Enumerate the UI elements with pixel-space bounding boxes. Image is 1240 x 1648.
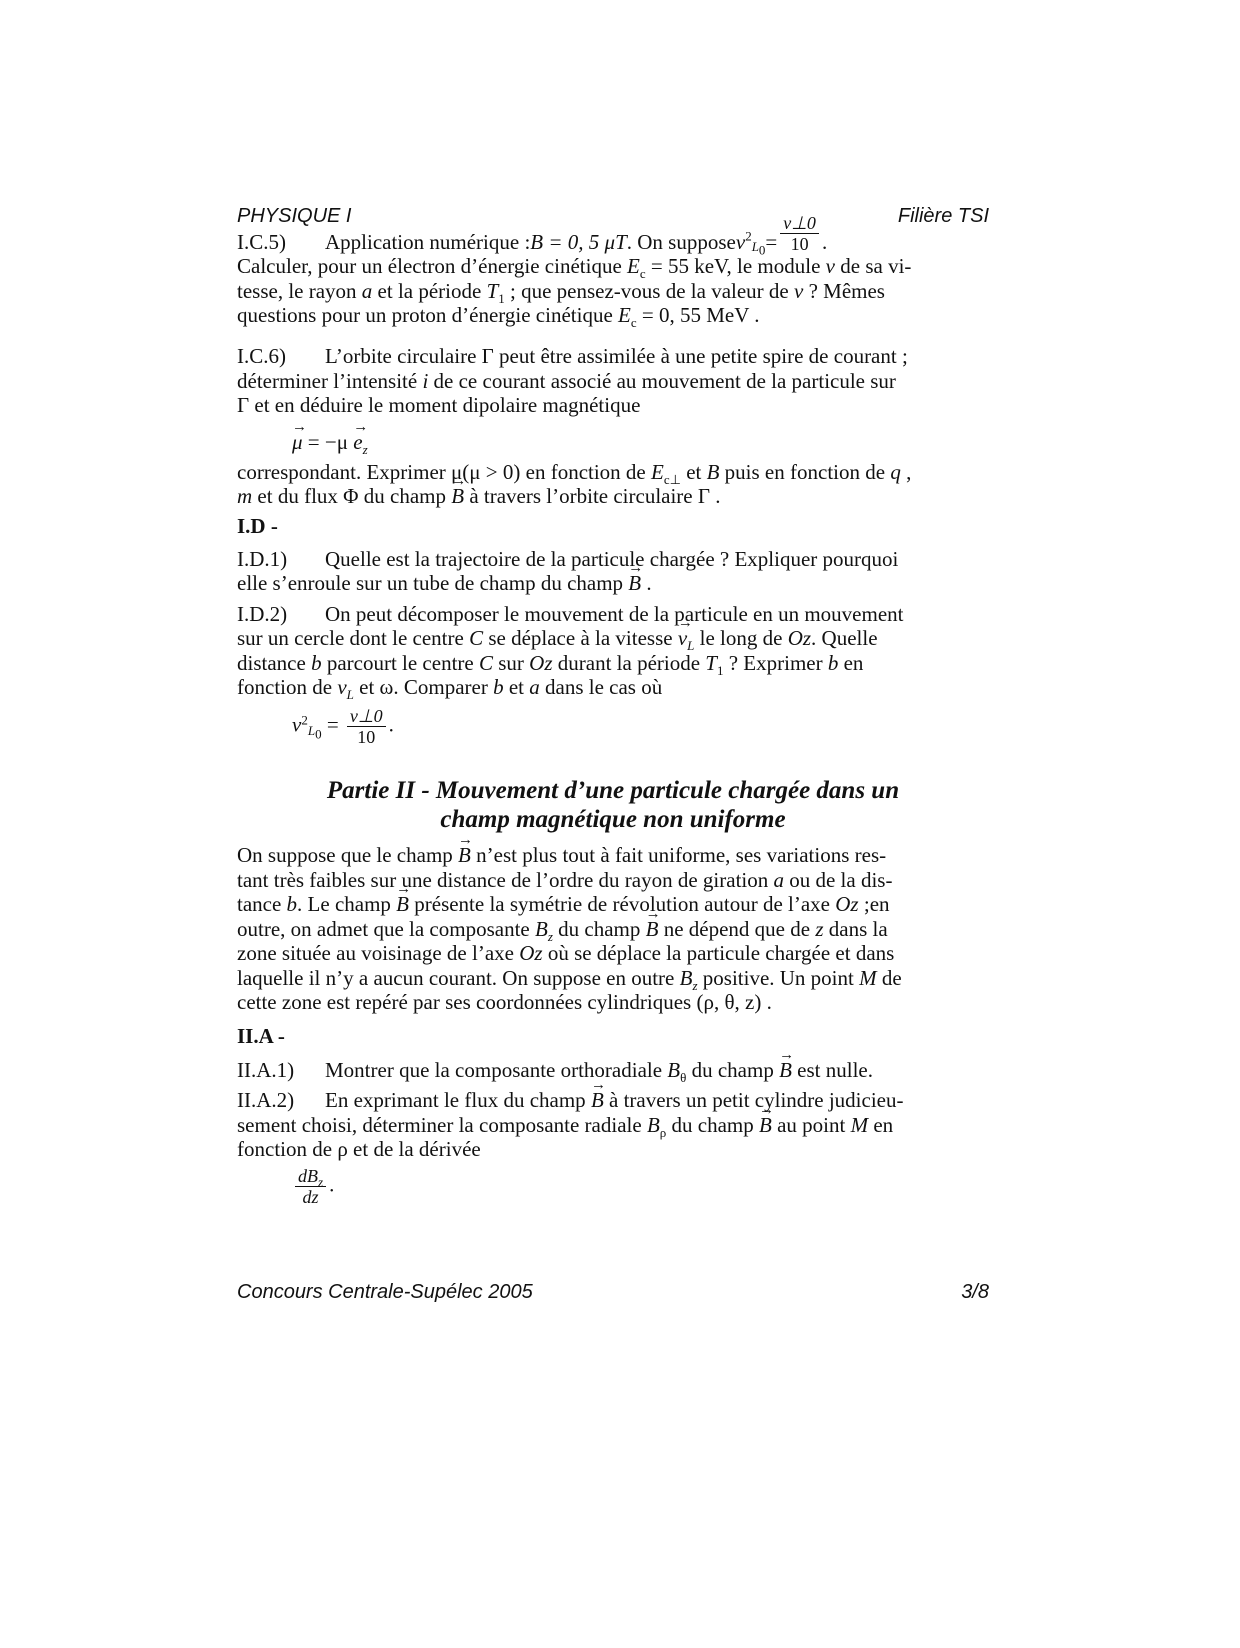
equation-mu: → $\mu = -\mu \to e_z$	[237, 430, 989, 460]
equation-vl0: $v^2_{L_0}$ = $\frac{v\perp 0}{10}$ .	[292, 705, 394, 747]
part-title: Partie II - Mouvement d’une particule chargée dans un champ magnétique non uniforme	[326, 777, 900, 833]
question-number: I.D.2)	[237, 601, 288, 626]
page-footer	[237, 1281, 989, 1304]
equation-derivative: $\frac{dB_z}{dz}$ .	[237, 1166, 989, 1207]
question-ic6: I.C.6) L’orbite circulaire Γ peut être assimilée à une petite spire de courant ; déterminer l’intensité i de ce courant associé au mouvement de la particule sur Γ et en déduire le moment dipolaire magnétique → $\mu = -\mu \to e_z$ correspondant. Exprimer μ(μ > 0) en fonction de $E_{c\perp}$ et B puis en fonction de q , m et du flux Φ du champ → B à travers l’orbite circulaire Γ .	[237, 344, 989, 509]
question-number: I.D.1)	[237, 546, 288, 571]
question-number: I.C.5)	[237, 229, 286, 254]
fraction-vperp: $\frac{v\perp 0}{10}$	[780, 213, 819, 254]
page-number: 3/8	[961, 1281, 989, 1303]
document-page	[237, 0, 989, 1648]
part2-intro: On suppose que le champ → B n’est plus tout à fait uniforme, ses variations res- tant très faibles sur une distance de l’ordre du rayon de giration a ou de la dis- tance b. Le champ → B présente la symétrie de révolution autour de l’axe Oz ;en outre, on admet que la composante $B_z$ du champ → B ne dépend que de z dans la zone située au voisinage de l’axe Oz où se déplace la particule chargée et dans laquelle il n’y a aucun courant. On suppose en outre $B_z$ positive. Un point M de cette zone est repéré par ses coordonnées cylindriques (ρ, θ, z) .	[237, 843, 989, 1015]
header-track: Filière TSI	[897, 205, 989, 227]
section-iia: II.A - II.A.1) Montrer que la composante orthoradiale $B_\theta$ du champ → B est nulle. II.A.2) En exprimant le flux du champ → B à travers un petit cylindre judicieu- sement choisi, déterminer la composante radiale $B_\rho$ du champ → B au point M en fonction de ρ et de la dérivée $\frac{dB_z}{dz}$ .	[237, 1024, 989, 1207]
question-number: II.A.2)	[237, 1088, 295, 1112]
section-title: II.A -	[237, 1024, 285, 1048]
question-number: II.A.1)	[237, 1057, 295, 1082]
question-ic5: I.C.5) Application numérique : B = 0, 5 μT . On suppose v $^2_{L_0}$ = $\frac{v\perp 0}{10}$ . Calculer, pour un électron d’énergie cinétique $E_c = 55$ keV, le module v de sa vi- tesse, le rayon a et la période $T_1$ ; que pensez-vous de la valeur de v ? Mêmes questions pour un proton d’énergie cinétique $E_c = 0$, 55 MeV .	[237, 213, 912, 331]
header-subject: PHYSIQUE I	[237, 205, 352, 227]
section-title: I.D -	[237, 514, 278, 538]
question-number: I.C.6)	[237, 344, 286, 368]
footer-contest: Concours Centrale-Supélec 2005	[237, 1281, 533, 1303]
section-id: I.D - I.D.1) Quelle est la trajectoire de la particule chargée ? Expliquer pourquoi elle s’enroule sur un tube de champ du champ → B . I.D.2) On peut décomposer le mouvement de la particule en un mouvement sur un cercle dont le centre C se déplace à la vitesse → $v_L$ le long de Oz. Quelle distance b parcourt le centre C sur Oz durant la période $T_1$ ? Exprimer b en fonction de $v_L$ et ω. Comparer b et a dans le cas où $v^2_{L_0}$ = $\frac{v\perp 0}{10}$ .	[237, 514, 989, 747]
